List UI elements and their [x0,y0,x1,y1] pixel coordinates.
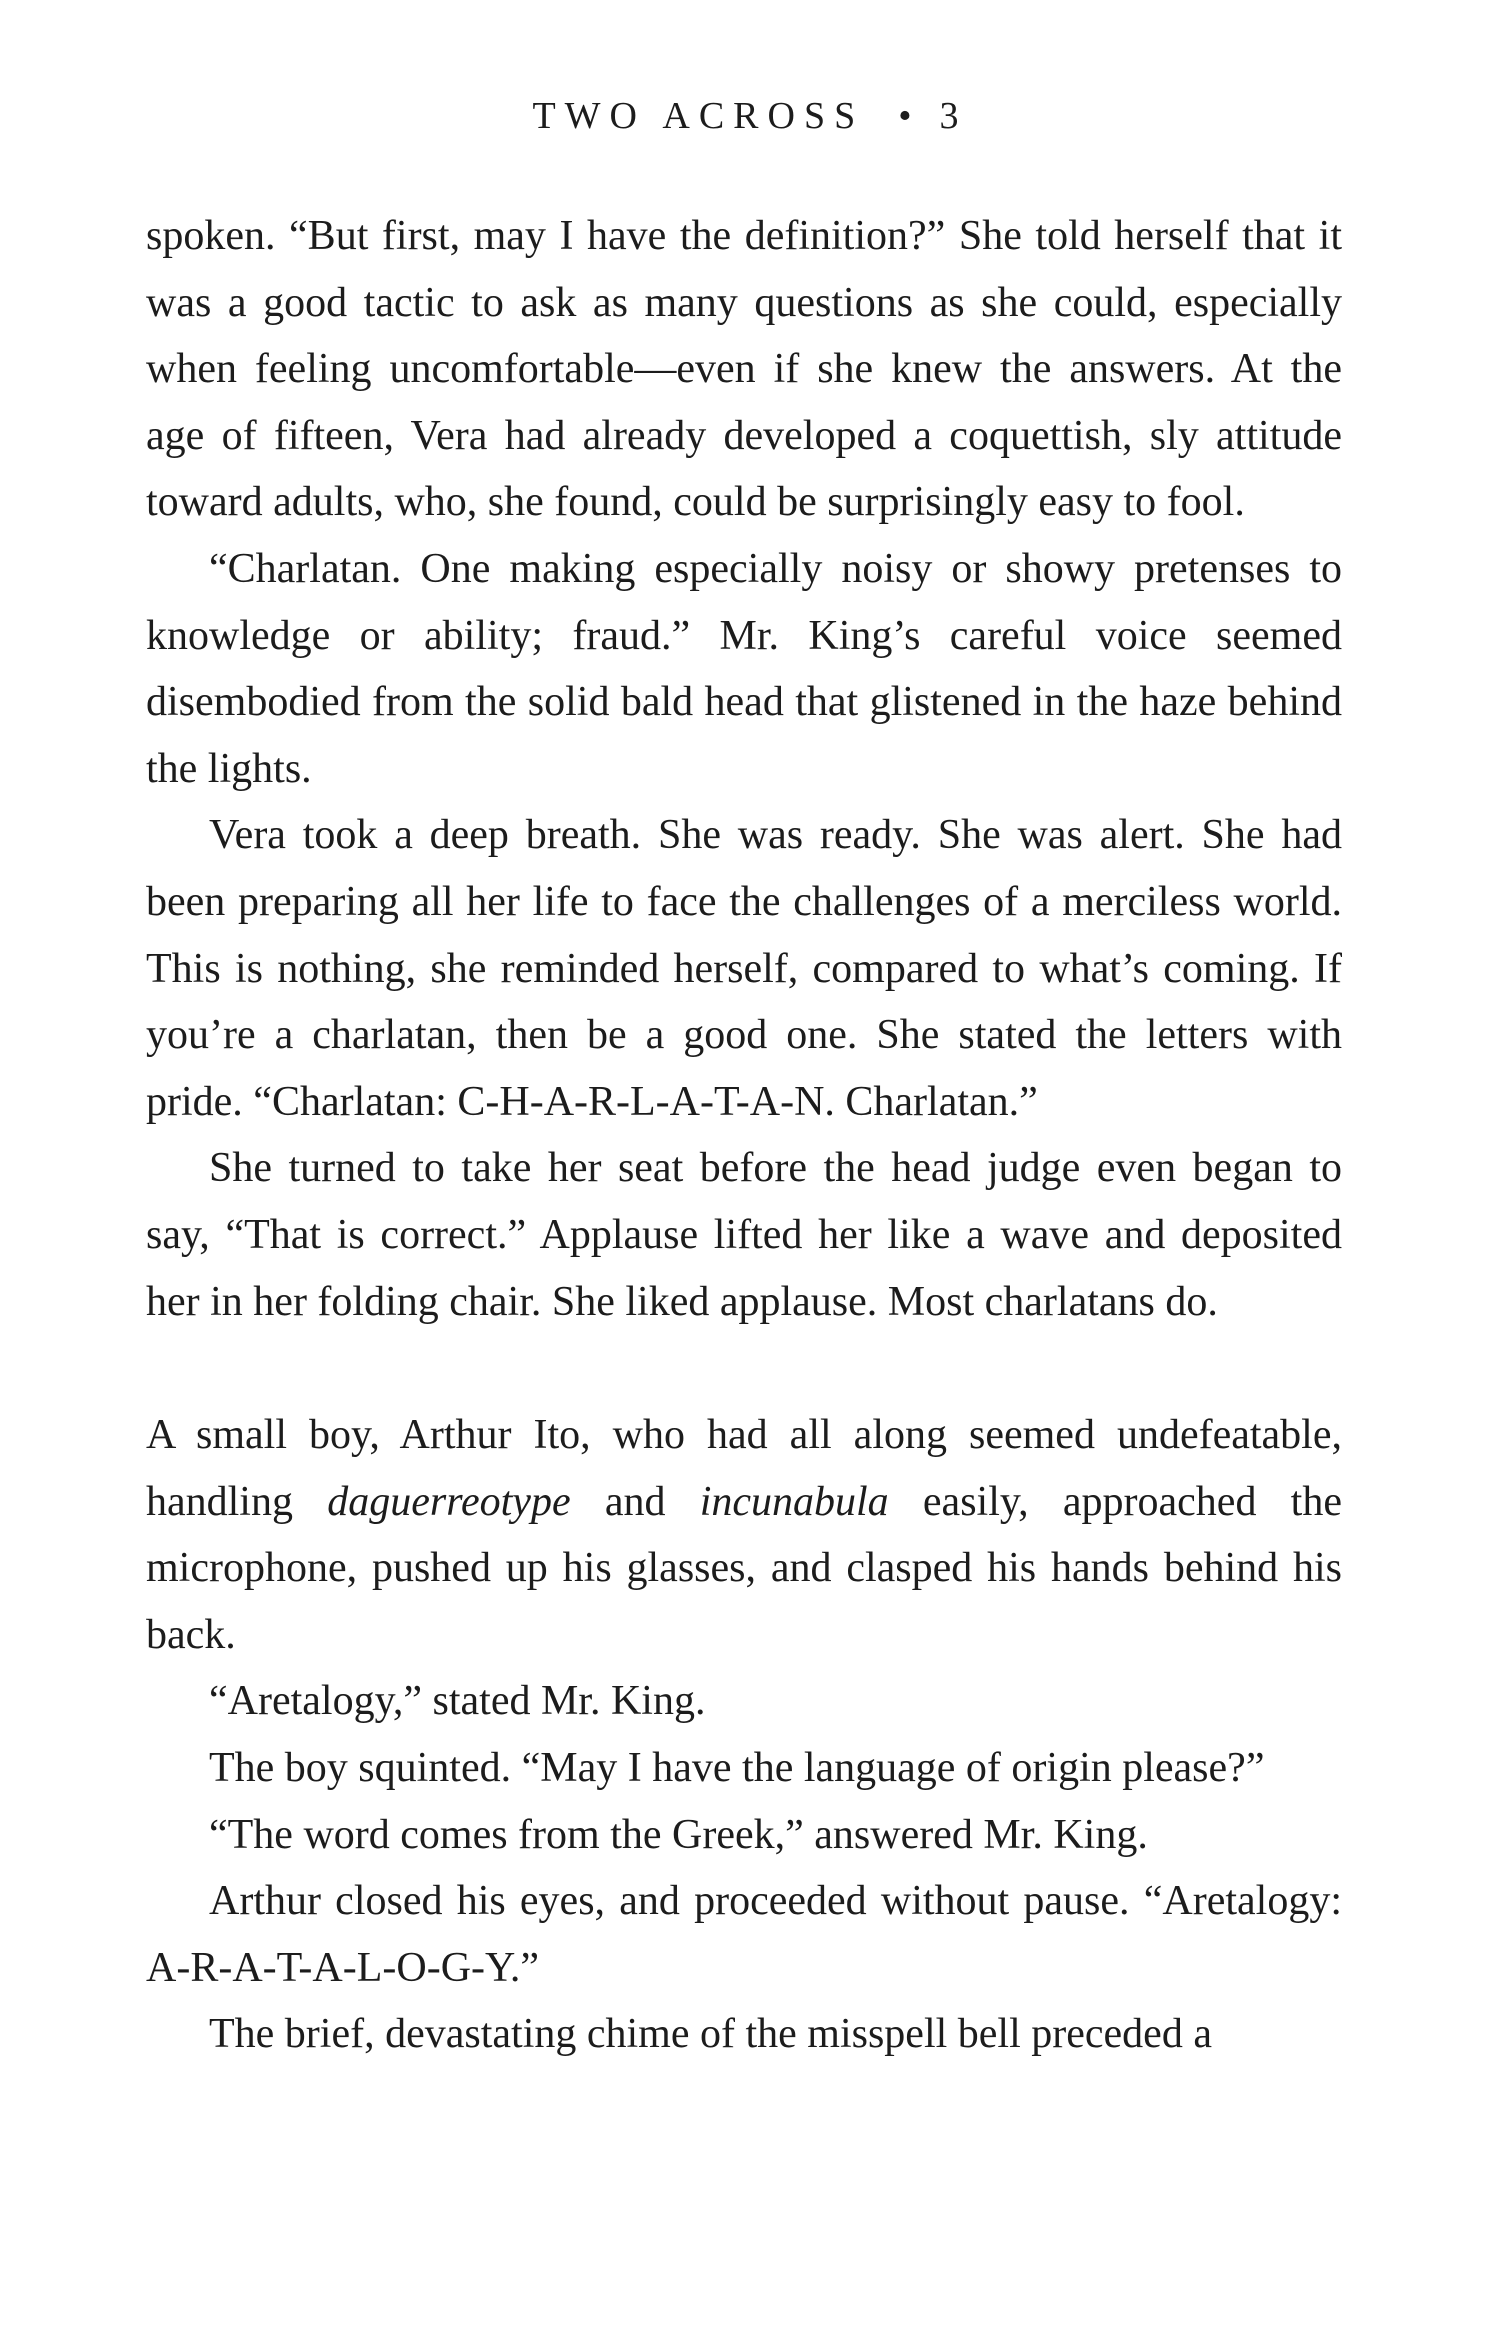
header-separator: • [898,95,912,137]
paragraph-arthur [146,1402,1342,1668]
running-title: TWO ACROSS [532,95,865,137]
italic-word: daguerreotype [327,1478,571,1525]
paragraph: She turned to take her seat before the head judge even began to say, “That is correct.” Applause lifted her like a wave and deposited her in her folding chair. She liked applause. Most charlatans do. [146,1145,1342,1325]
text-run: and [570,1478,700,1525]
page-number: 3 [939,95,968,137]
paragraph: Vera took a deep breath. She was ready. She was alert. She had been preparing all her life to face the challenges of a merciless world. This is nothing, she reminded herself, compared to what’s coming. If you’re a charlatan, then be a good one. She stated the letters with pride. “Charlatan: C-H-A-R-L-A-T-A-N. Charlatan.” [146,812,1342,1125]
section-break [146,1335,1342,1402]
dialogue-line: “The word comes from the Greek,” answered Mr. King. [209,1811,1148,1858]
text-run: A small boy, Arthur Ito, who had all along seemed undefeatable, handling [146,1412,1342,1525]
dialogue-line: The boy squinted. “May I have the language of origin please?” [209,1745,1265,1792]
paragraph: “Charlatan. One making especially noisy or showy pretenses to knowledge or ability; fraud.” Mr. King’s careful voice seemed disembodied from the solid bald head that glistened in the haze behind the lights. [146,545,1342,792]
running-header [0,92,1500,140]
paragraph: spoken. “But first, may I have the definition?” She told herself that it was a good tactic to ask as many questions as she could, especially when feeling uncomfortable—even if she knew the answers. At the age of fifteen, Vera had already developed a coquettish, sly attitude toward adults, who, she found, could be surprisingly easy to fool. [146,213,1342,526]
dialogue-line: The brief, devastating chime of the misspell bell preceded a [209,2011,1212,2058]
italic-word: incunabula [699,1478,889,1525]
page-body [146,203,1342,2068]
text-run: easily, approached the microphone, pushed up his glasses, and clasped his hands behind his back. [146,1478,1342,1658]
dialogue-line: Arthur closed his eyes, and proceeded without pause. “Aretalogy: A-R-A-T-A-L-O-G-Y.” [146,1878,1342,1991]
dialogue-line: “Aretalogy,” stated Mr. King. [209,1678,706,1725]
